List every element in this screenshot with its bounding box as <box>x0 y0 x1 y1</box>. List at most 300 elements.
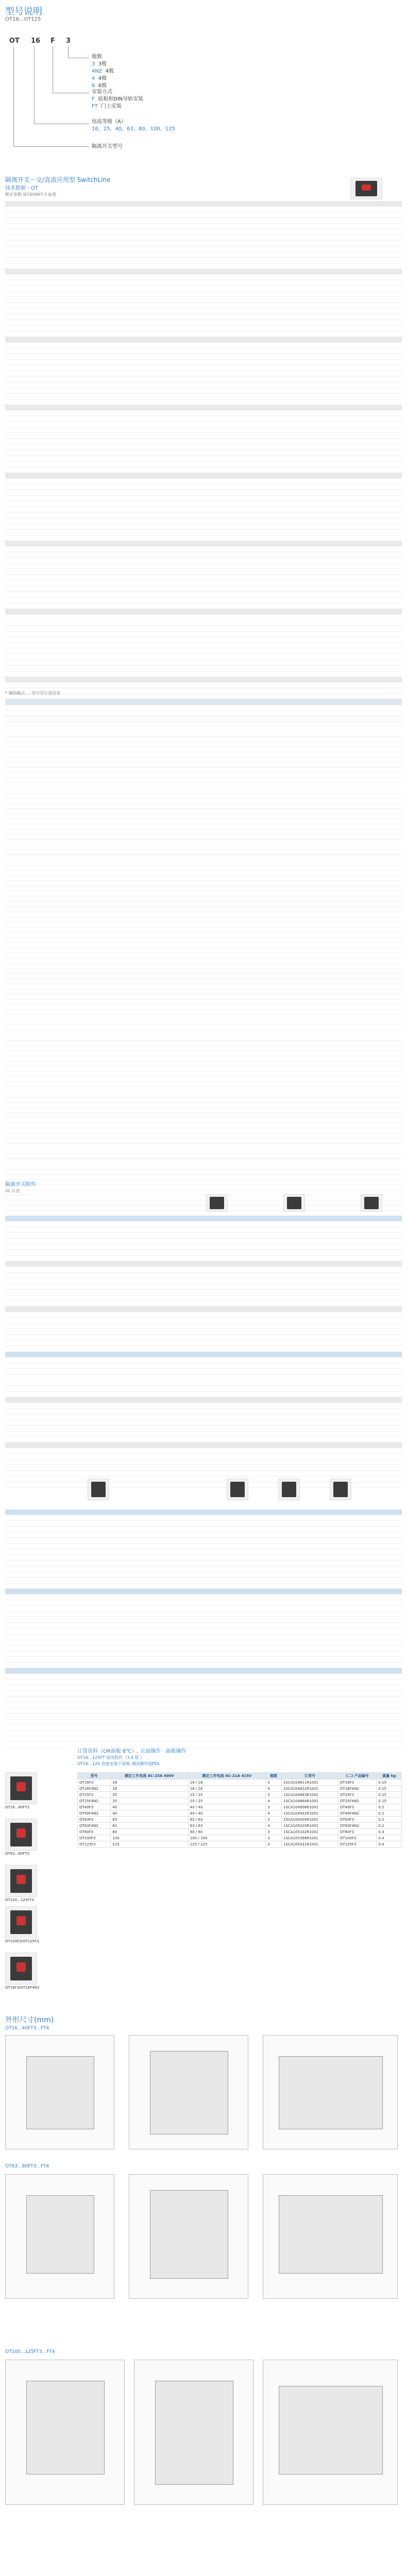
accessory-image <box>283 1194 305 1212</box>
table-cell: 80 <box>111 1829 188 1835</box>
table-row <box>5 609 402 615</box>
table-row <box>5 788 402 793</box>
table-row <box>5 1651 402 1657</box>
table-cell: 0.2 <box>377 1804 402 1810</box>
table-row <box>5 1051 402 1056</box>
table-cell: OT100F3 <box>338 1835 377 1841</box>
table-row <box>5 793 402 799</box>
table-row <box>5 428 402 433</box>
table-row <box>5 747 402 752</box>
table-row <box>5 632 402 637</box>
dimension-drawing <box>129 2035 248 2149</box>
table-row <box>5 840 402 845</box>
table-row <box>78 1798 402 1804</box>
product-label: OT16F3/OT16F4N2 <box>5 1986 40 1990</box>
table-row <box>5 716 402 721</box>
table-row <box>5 1443 402 1448</box>
table-cell: 16 / 16 <box>188 1786 265 1792</box>
accessories-caption: UL 认证 <box>5 1189 20 1193</box>
product-image <box>5 1953 37 1985</box>
table-row <box>5 1640 402 1646</box>
table-row <box>5 212 402 218</box>
table-cell: 16 / 16 <box>188 1780 265 1786</box>
table-row <box>5 1092 402 1097</box>
ordering-title: 订货资料（OR面板·8℃）, 正面操作 · 面板操作 <box>77 1749 186 1754</box>
table-row <box>5 1233 402 1239</box>
table-row <box>5 1154 402 1159</box>
table-row <box>5 948 402 953</box>
table-row <box>5 953 402 958</box>
table-row <box>5 835 402 840</box>
column-header: (二) 产品编号 <box>338 1773 377 1780</box>
table-row <box>5 742 402 747</box>
table-row <box>5 762 402 768</box>
table-row <box>5 1010 402 1015</box>
table-row <box>5 1572 402 1578</box>
table-row <box>5 1363 402 1369</box>
table-row <box>5 439 402 445</box>
switch-legend <box>92 143 123 150</box>
table-row <box>5 411 402 416</box>
table-row <box>5 1589 402 1595</box>
product-image <box>5 1819 37 1851</box>
table-row <box>5 1108 402 1113</box>
table-row <box>5 405 402 411</box>
table-row <box>78 1804 402 1810</box>
table-cell: OT63F3 <box>78 1817 111 1823</box>
table-row <box>5 1663 402 1668</box>
product-image <box>5 1772 37 1804</box>
table-cell: 1SCA104863R1001 <box>282 1792 338 1798</box>
table-row <box>5 1278 402 1284</box>
table-row <box>5 224 402 229</box>
column-header: 重量 kg <box>377 1773 402 1780</box>
table-row <box>5 891 402 896</box>
table-row <box>5 1392 402 1397</box>
table-row <box>5 1702 402 1708</box>
table-row <box>5 292 402 297</box>
table-cell: 63 / 63 <box>188 1823 265 1829</box>
table-row <box>5 1025 402 1030</box>
table-row <box>5 473 402 479</box>
table-cell: 1SCA104822R1001 <box>282 1786 338 1792</box>
table-row <box>5 1128 402 1133</box>
table-row <box>5 479 402 484</box>
table-cell: OT16F4N2 <box>78 1786 111 1792</box>
table-row <box>5 1538 402 1544</box>
table-row <box>5 1216 402 1222</box>
table-row <box>5 1015 402 1020</box>
table-row <box>5 1072 402 1077</box>
table-row <box>5 501 402 507</box>
table-row <box>5 1708 402 1714</box>
table-row <box>5 275 402 280</box>
code-part-series: OT <box>9 37 20 45</box>
table-cell: OT25F4N2 <box>78 1798 111 1804</box>
page-subtitle: OT16...OT125 <box>5 16 41 22</box>
column-header: 订货号 <box>282 1773 338 1780</box>
table-cell: 40 <box>111 1804 188 1810</box>
table-row <box>78 1841 402 1848</box>
table-cell: 0.15 <box>377 1798 402 1804</box>
table-cell: 0.4 <box>377 1841 402 1848</box>
accessory-image <box>88 1479 109 1500</box>
table-cell: 4 <box>266 1810 282 1817</box>
table-row <box>5 1346 402 1352</box>
table-row <box>5 1123 402 1128</box>
table-row <box>5 603 402 609</box>
table-row <box>5 581 402 586</box>
table-row <box>5 1725 402 1731</box>
dimension-drawing <box>263 2360 398 2505</box>
table-row <box>5 1284 402 1290</box>
table-row <box>5 416 402 422</box>
table-row <box>5 518 402 524</box>
table-row <box>5 569 402 575</box>
tech-data-title: 隔离开关－交/直流应用型 SwitchLine <box>5 176 111 183</box>
poles-item: 4N2 4极 <box>92 69 114 74</box>
table-row <box>5 1290 402 1295</box>
table-row <box>5 1144 402 1149</box>
table-row <box>5 1041 402 1046</box>
table-row <box>5 241 402 246</box>
table-row <box>5 541 402 547</box>
table-cell: OT40F3 <box>338 1804 377 1810</box>
table-row <box>5 643 402 649</box>
table-row <box>5 1386 402 1392</box>
mount-title: 安装方式 <box>92 89 112 95</box>
table-row <box>5 507 402 513</box>
table-row <box>5 881 402 886</box>
table-cell: 100 <box>111 1835 188 1841</box>
table-row <box>5 558 402 564</box>
table-cell: 63 <box>111 1817 188 1823</box>
table-cell: 0.4 <box>377 1835 402 1841</box>
accessory-data-table <box>5 1510 402 1748</box>
table-row <box>5 737 402 742</box>
table-cell: OT63F3 <box>338 1817 377 1823</box>
table-row <box>5 677 402 683</box>
table-row <box>5 207 402 212</box>
table-cell: 4 <box>266 1823 282 1829</box>
table-row <box>5 666 402 671</box>
table-cell: 25 <box>111 1792 188 1798</box>
code-part-current: 16 <box>31 37 41 45</box>
table-row <box>5 783 402 788</box>
table-row <box>78 1835 402 1841</box>
table-cell: 4 <box>266 1786 282 1792</box>
table-row <box>5 433 402 439</box>
dimension-drawing <box>5 2360 125 2505</box>
table-cell: OT16F4N2 <box>338 1786 377 1792</box>
table-row <box>5 354 402 360</box>
table-row <box>5 360 402 365</box>
table-cell: 25 <box>111 1798 188 1804</box>
accessory-image <box>330 1479 351 1500</box>
table-row <box>5 688 402 694</box>
table-cell: 63 / 63 <box>188 1817 265 1823</box>
table-row <box>5 1680 402 1685</box>
table-row <box>5 1426 402 1431</box>
table-row <box>5 1066 402 1072</box>
table-row <box>5 1256 402 1261</box>
table-row <box>5 1036 402 1041</box>
table-row <box>5 1133 402 1139</box>
current-title: 电流等级（A） <box>92 119 126 125</box>
table-cell: 1SCA105332R1001 <box>282 1829 338 1835</box>
mount-legend <box>92 89 143 110</box>
table-row <box>5 286 402 292</box>
table-row <box>5 768 402 773</box>
table-row <box>5 912 402 917</box>
table-cell: 25 / 25 <box>188 1792 265 1798</box>
table-row <box>5 963 402 969</box>
table-row <box>5 850 402 855</box>
table-cell: 80 / 80 <box>188 1829 265 1835</box>
table-row <box>5 326 402 331</box>
table-row <box>5 1358 402 1363</box>
table-row <box>5 1409 402 1414</box>
table-row <box>5 1312 402 1318</box>
table-row <box>5 377 402 382</box>
table-row <box>5 1195 402 1200</box>
tech-data-subtitle: 技术数据 - OT <box>5 185 38 191</box>
page-title: 型号说明 <box>5 6 42 17</box>
table-row <box>5 814 402 819</box>
table-cell: OT16F3 <box>78 1780 111 1786</box>
product-label: OT16...80FT3 <box>5 1805 29 1809</box>
table-row <box>5 989 402 994</box>
mount-item: FT 门上安装 <box>92 104 122 109</box>
table-row <box>5 1170 402 1175</box>
table-cell: 3 <box>266 1792 282 1798</box>
table-row <box>5 1097 402 1103</box>
table-row <box>5 994 402 999</box>
table-row <box>5 1335 402 1341</box>
table-row <box>5 829 402 835</box>
current-values: 16，25，40，63，80，100，125 <box>92 126 175 132</box>
table-cell: OT40F4N2 <box>338 1810 377 1817</box>
grid-header-bar <box>5 699 402 705</box>
table-row <box>5 1206 402 1211</box>
table-row <box>5 1578 402 1583</box>
table-cell: 1SCA104906R1001 <box>282 1804 338 1810</box>
switch-product-image <box>350 178 382 199</box>
table-row <box>5 422 402 428</box>
column-header: 额定工作电流 AC-23A 400V <box>111 1773 188 1780</box>
table-row <box>78 1810 402 1817</box>
table-row <box>5 1600 402 1606</box>
table-cell: 63 <box>111 1823 188 1829</box>
table-cell: OT63F4N2 <box>78 1823 111 1829</box>
table-row <box>5 1061 402 1066</box>
table-row <box>78 1817 402 1823</box>
table-row <box>5 1222 402 1227</box>
table-cell: 16 <box>111 1780 188 1786</box>
table-row <box>5 819 402 824</box>
table-row <box>5 974 402 979</box>
table-row <box>5 711 402 716</box>
table-row <box>5 456 402 462</box>
table-row <box>5 348 402 354</box>
table-row <box>5 218 402 224</box>
table-cell: 40 / 40 <box>188 1804 265 1810</box>
table-row <box>5 721 402 726</box>
table-row <box>5 902 402 907</box>
table-row <box>5 637 402 643</box>
table-row <box>5 1190 402 1195</box>
table-row <box>5 1414 402 1420</box>
table-cell: 3 <box>266 1841 282 1848</box>
table-row <box>5 564 402 569</box>
table-row <box>5 1185 402 1190</box>
poles-item: 4 4极 <box>92 76 107 81</box>
table-cell: 0.2 <box>377 1810 402 1817</box>
table-cell: 3 <box>266 1829 282 1835</box>
table-row <box>5 1668 402 1674</box>
table-row <box>5 620 402 626</box>
table-cell: 1SCA104932R1001 <box>282 1810 338 1817</box>
accessory-image <box>361 1194 382 1212</box>
table-row <box>5 1437 402 1443</box>
table-row <box>5 1583 402 1589</box>
table-cell: 1SCA105020R1001 <box>282 1823 338 1829</box>
table-row <box>5 896 402 902</box>
poles-item: 3 3极 <box>92 61 107 67</box>
table-cell: 1SCA105431R1001 <box>282 1841 338 1848</box>
table-row <box>5 513 402 518</box>
table-cell: OT100F3 <box>78 1835 111 1841</box>
table-cell: 1SCA105004R1001 <box>282 1817 338 1823</box>
table-row <box>5 1318 402 1324</box>
table-row <box>78 1792 402 1798</box>
table-row <box>5 229 402 235</box>
drawing-label: OT100...125FT3...FT4 <box>5 2349 55 2354</box>
table-cell: 3 <box>266 1780 282 1786</box>
table-cell: 0.15 <box>377 1786 402 1792</box>
table-row <box>5 958 402 963</box>
table-row <box>5 1448 402 1454</box>
table-row <box>5 660 402 666</box>
table-row <box>5 809 402 814</box>
table-row <box>5 615 402 620</box>
table-row <box>5 1657 402 1663</box>
table-row <box>5 1375 402 1380</box>
table-row <box>5 1561 402 1566</box>
table-cell: 125 / 125 <box>188 1841 265 1848</box>
table-row <box>5 799 402 804</box>
table-row <box>5 1714 402 1719</box>
table-row <box>5 314 402 320</box>
table-row <box>5 1527 402 1532</box>
table-row <box>5 490 402 496</box>
table-cell: OT25F3 <box>338 1792 377 1798</box>
table-row <box>5 263 402 269</box>
table-row <box>5 1295 402 1301</box>
table-row <box>5 524 402 530</box>
table-row <box>5 1030 402 1036</box>
table-row <box>5 649 402 654</box>
table-row <box>5 246 402 252</box>
table-row <box>5 1056 402 1061</box>
table-row <box>5 1307 402 1312</box>
table-cell: OT125F3 <box>78 1841 111 1848</box>
table-row <box>5 1159 402 1164</box>
product-label: OT100F3/OT125F3 <box>5 1939 39 1943</box>
table-cell: 25 / 25 <box>188 1798 265 1804</box>
table-row <box>5 824 402 829</box>
table-row <box>5 654 402 660</box>
table-row <box>5 706 402 711</box>
table-row <box>5 933 402 938</box>
table-row <box>5 1082 402 1087</box>
table-row <box>78 1780 402 1786</box>
table-cell: OT25F4N2 <box>338 1798 377 1804</box>
table-row <box>5 1674 402 1680</box>
table-row <box>5 907 402 912</box>
table-cell: 3 <box>266 1817 282 1823</box>
column-header: 额定工作电流 AC-21A 415V <box>188 1773 265 1780</box>
dimension-drawing <box>5 2035 114 2149</box>
table-row <box>5 1341 402 1346</box>
table-row <box>5 732 402 737</box>
table-row <box>78 1823 402 1829</box>
accessory-image <box>278 1479 300 1500</box>
table-row <box>5 1460 402 1465</box>
table-row <box>5 1250 402 1256</box>
table-row <box>5 1742 402 1748</box>
table-row <box>5 1087 402 1092</box>
switch-title: 隔离开关型号 <box>92 144 123 149</box>
table-row <box>5 1623 402 1629</box>
table-cell: 40 / 40 <box>188 1810 265 1817</box>
table-row <box>5 1103 402 1108</box>
table-row <box>5 1731 402 1736</box>
table-row <box>5 496 402 501</box>
accessories-title: 隔离开关附件 <box>5 1182 36 1188</box>
table-cell: 0.2 <box>377 1823 402 1829</box>
table-row <box>5 1736 402 1742</box>
dimension-drawing <box>134 2360 253 2505</box>
product-label: OT63...80FT3 <box>5 1852 29 1856</box>
table-row <box>5 1273 402 1278</box>
table-row <box>5 683 402 688</box>
table-cell: OT40F3 <box>78 1804 111 1810</box>
table-row <box>5 938 402 943</box>
table-row <box>5 1239 402 1244</box>
table-row <box>5 331 402 337</box>
table-row <box>5 1566 402 1572</box>
table-row <box>5 1420 402 1426</box>
product-image <box>5 1865 37 1897</box>
poles-title: 极数 <box>92 54 102 60</box>
accessory-spec-table <box>5 1216 402 1488</box>
table-row <box>5 1046 402 1051</box>
table-row <box>5 252 402 258</box>
column-header: 型号 <box>78 1773 111 1780</box>
table-row <box>78 1829 402 1835</box>
table-cell: 0.2 <box>377 1817 402 1823</box>
table-cell: 3 <box>266 1804 282 1810</box>
table-row <box>5 855 402 860</box>
table-row <box>5 484 402 490</box>
table-cell: 0.4 <box>377 1829 402 1835</box>
table-row <box>5 394 402 399</box>
table-row <box>5 726 402 732</box>
table-row <box>5 382 402 388</box>
table-row <box>5 752 402 757</box>
table-cell: 4 <box>266 1798 282 1804</box>
